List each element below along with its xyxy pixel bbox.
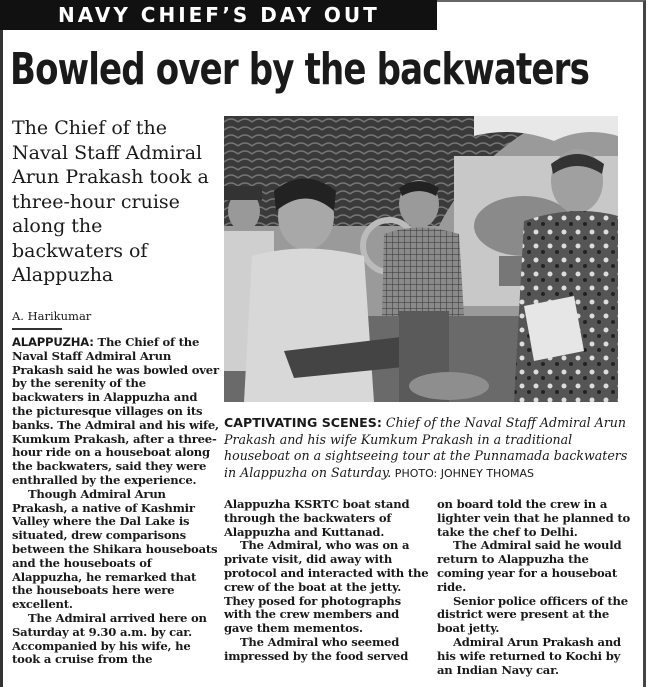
body-paragraph xyxy=(12,336,220,488)
headline: Bowled over by the backwaters xyxy=(10,44,589,95)
byline-rule xyxy=(12,328,62,330)
body-paragraph: Alappuzha KSRTC boat stand through the backwaters of Alappuzha and Kuttanad. xyxy=(224,497,410,539)
photo-caption xyxy=(224,415,629,482)
caption-label: CAPTIVATING SCENES: xyxy=(224,415,382,430)
body-text: The Chief of the Naval Staff Admiral Arun Prakash said he was bowled over by the serenity of the backwaters in Alappuzha and the picturesque villages on its banks. The Admiral and his wife, Kumkum Prakash, after a three-hour ride on a houseboat along the backwaters, said they were enthralled by the experience. xyxy=(12,335,219,487)
body-paragraph: The Admiral said he would return to Alappuzha the coming year for a houseboat ride. xyxy=(437,538,622,594)
section-kicker: NAVY CHIEF’S DAY OUT xyxy=(0,0,437,30)
news-photo xyxy=(224,116,618,402)
body-paragraph: The Admiral, who was on a private visit, did away with protocol and interacted with the crew of the boat at the jetty. They posed for photographs with the crew members and gave them mementos. xyxy=(224,538,429,636)
dateline: ALAPPUZHA: xyxy=(12,335,94,349)
standfirst: The Chief of the Naval Staff Admiral Arun Prakash took a three-hour cruise along the backwaters of Alappuzha xyxy=(12,117,209,286)
body-column-3 xyxy=(437,498,637,677)
photo-credit: PHOTO: JOHNEY THOMAS xyxy=(391,466,534,480)
byline: A. Harikumar xyxy=(12,309,92,323)
houseboat-photo-illustration xyxy=(224,116,618,402)
body-column-2 xyxy=(224,498,430,664)
body-paragraph: The Admiral arrived here on Saturday at 9.30 a.m. by car. Accompanied by his wife, he took a cruise from the xyxy=(12,610,207,667)
body-paragraph: Senior police officers of the district were present at the boat jetty. xyxy=(437,593,628,636)
body-paragraph: The Admiral who seemed impressed by the food served xyxy=(224,634,409,663)
body-paragraph: Though Admiral Arun Prakash, a native of Kashmir Valley where the Dal Lake is situated, drew comparisons between the Shikara houseboats and the houseboats of Alappuzha, he remarked that the houseboats here were excellent. xyxy=(12,486,218,612)
body-paragraph: Admiral Arun Prakash and his wife returned to Kochi by an Indian Navy car. xyxy=(437,634,621,677)
caption-text: Chief of the Naval Staff Admiral Arun Prakash and his wife Kumkum Prakash in a traditional houseboat on a sightseeing tour at the Punnamada backwaters in Alappuzha on Saturday. xyxy=(224,415,628,480)
body-paragraph: on board told the crew in a lighter vein that he planned to take the chef to Delhi. xyxy=(437,497,631,539)
body-column-1 xyxy=(12,336,220,667)
